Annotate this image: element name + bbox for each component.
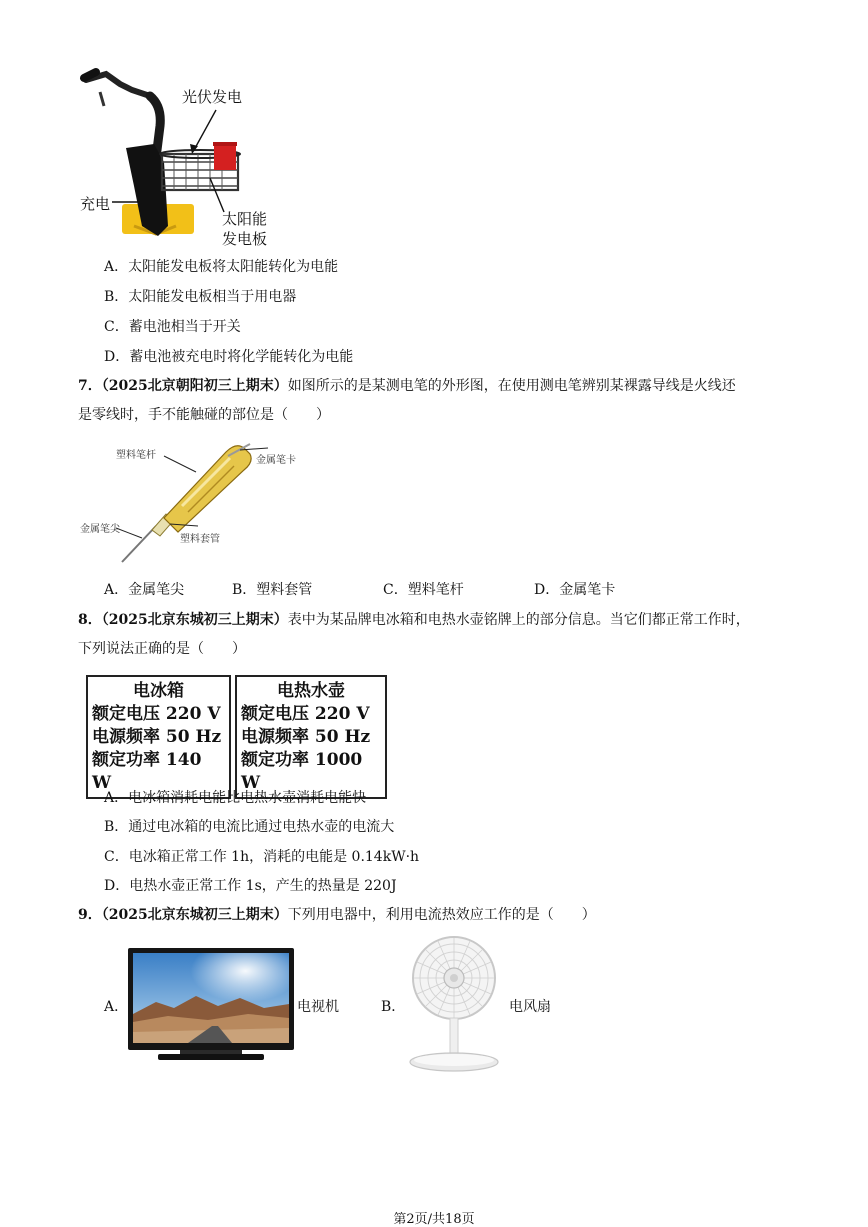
q9-option-b-text[interactable]: 电风扇 — [509, 999, 551, 1015]
q8-stem: 8．（2025北京东城初三上期末）表中为某品牌电冰箱和电热水壶铭牌上的部分信息。当它们都正常工作时， 下列说法正确的是（ ） — [78, 612, 750, 657]
label-metal-tip: 金属笔尖 — [80, 524, 120, 535]
q9-stem: 9．（2025北京东城初三上期末）下列用电器中，利用电流热效应工作的是（ ） — [78, 907, 596, 923]
q6-option-d[interactable]: D．蓄电池被充电时将化学能转化为电能 — [104, 349, 354, 365]
q8-option-b[interactable]: B．通过电冰箱的电流比通过电热水壶的电流大 — [104, 819, 395, 835]
nameplate-row: 额定功率 1000 W — [241, 750, 363, 793]
nameplate-refrigerator — [86, 675, 231, 799]
nameplate-kettle — [235, 675, 387, 799]
label-plastic-shaft: 塑料笔杆 — [116, 450, 156, 461]
q6-option-c[interactable]: C．蓄电池相当于开关 — [104, 319, 241, 335]
q9-option-a-letter[interactable]: A． — [104, 999, 129, 1015]
q9-option-a-text[interactable]: 电视机 — [297, 999, 339, 1015]
q8-option-c[interactable]: C．电冰箱正常工作 1h，消耗的电能是 0.14kW·h — [104, 849, 420, 865]
q7-option-a[interactable]: A．金属笔尖 — [104, 582, 185, 598]
q7-stem: 7．（2025北京朝阳初三上期末）如图所示的是某测电笔的外形图，在使用测电笔辨别某裸露导线是火线还 是零线时，手不能触碰的部位是（ ） — [78, 378, 736, 423]
nameplate-title: 电冰箱 — [133, 681, 184, 701]
label-plastic-sleeve: 塑料套管 — [180, 534, 220, 545]
q8-option-d[interactable]: D．电热水壶正常工作 1s，产生的热量是 220J — [104, 878, 397, 894]
q7-option-c[interactable]: C．塑料笔杆 — [383, 582, 464, 598]
fan-image — [402, 936, 506, 1074]
q8-option-a[interactable]: A．电冰箱消耗电能比电热水壶消耗电能快 — [104, 790, 367, 806]
label-solar-panel-1: 太阳能 — [222, 210, 268, 228]
label-charge: 充电 — [80, 195, 111, 213]
bike-figure — [76, 66, 286, 252]
test-pen-figure — [78, 436, 308, 566]
nameplate-row: 额定电压 220 V — [241, 704, 370, 724]
nameplate-title: 电热水壶 — [277, 681, 345, 701]
label-metal-clip: 金属笔卡 — [256, 455, 296, 466]
label-solar-panel-2: 发电板 — [222, 230, 268, 248]
fan-illustration — [402, 936, 506, 1074]
tv-illustration — [128, 948, 294, 1062]
nameplate-row: 电源频率 50 Hz — [92, 727, 222, 747]
q6-option-b[interactable]: B．太阳能发电板相当于用电器 — [104, 289, 297, 305]
nameplate-row: 电源频率 50 Hz — [241, 727, 371, 747]
page-footer: 第2页/共18页 — [393, 1212, 475, 1227]
q7-option-d[interactable]: D．金属笔卡 — [534, 582, 616, 598]
label-pv-generation: 光伏发电 — [182, 88, 243, 106]
q9-option-b-letter[interactable]: B． — [381, 999, 406, 1015]
nameplate-row: 额定电压 220 V — [92, 704, 221, 724]
tv-image — [128, 948, 294, 1062]
q6-option-a[interactable]: A．太阳能发电板将太阳能转化为电能 — [104, 259, 339, 275]
nameplate-row: 额定功率 140 W — [92, 750, 202, 793]
q7-option-b[interactable]: B．塑料套管 — [232, 582, 313, 598]
